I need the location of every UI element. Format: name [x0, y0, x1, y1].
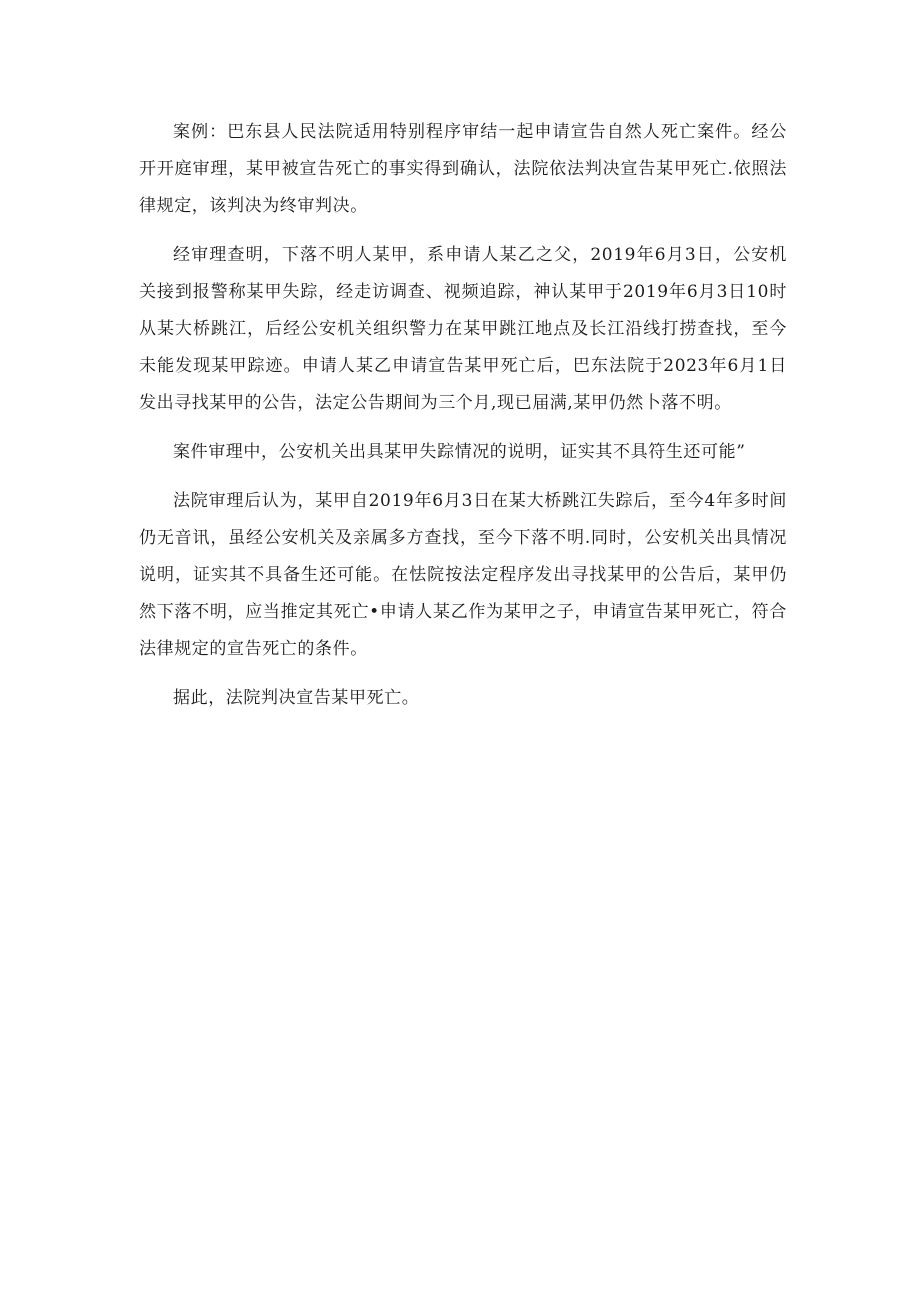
paragraph-police-statement: 案件审理中，公安机关出具某甲失踪情况的说明，证实其不具符生还可能” [173, 442, 746, 462]
paragraph-findings: 经审理查明，下落不明人某甲，系申请人某乙之父，2019年6月3日，公安机关接到报警称某甲失踪，经走访调查、视频追踪，神认某甲于2019年6月3日10时从某大桥跳江，后经公安机关组织警力在某甲跳江地点及长江沿线打捞查找，至今未能发现某甲踪迹。申请人某乙申请宣告某甲死亡后，巴东法院于2023年6月1日发出寻找某甲的公告，法定公告期间为三个月,现已届满,某甲仍然卜落不明。 [139, 245, 787, 413]
paragraph-court-reasoning: 法院审理后认为，某甲自2019年6月3日在某大桥跳江失踪后，至今4年多时间仍无音讯，虽经公安机关及亲属多方查找，至今下落不明.同时，公安机关出具情况说明，证实其不具备生还可能。在怯院按法定程序发出寻找某甲的公告后，某甲仍然下落不明，应当推定其死亡•申请人某乙作为某甲之子，申请宣告某甲死亡，符合法律规定的宣告死亡的条件。 [139, 491, 787, 659]
document-body [139, 114, 787, 729]
paragraph-case-summary: 案例：巴东县人民法院适用特别程序审结一起申请宣告自然人死亡案件。经公开开庭审理，某甲被宣告死亡的事实得到确认，法院依法判决宣告某甲死亡.依照法律规定，该判决为终审判决。 [139, 122, 787, 216]
paragraph-judgment: 据此，法院判决宣告某甲死亡。 [173, 688, 420, 708]
